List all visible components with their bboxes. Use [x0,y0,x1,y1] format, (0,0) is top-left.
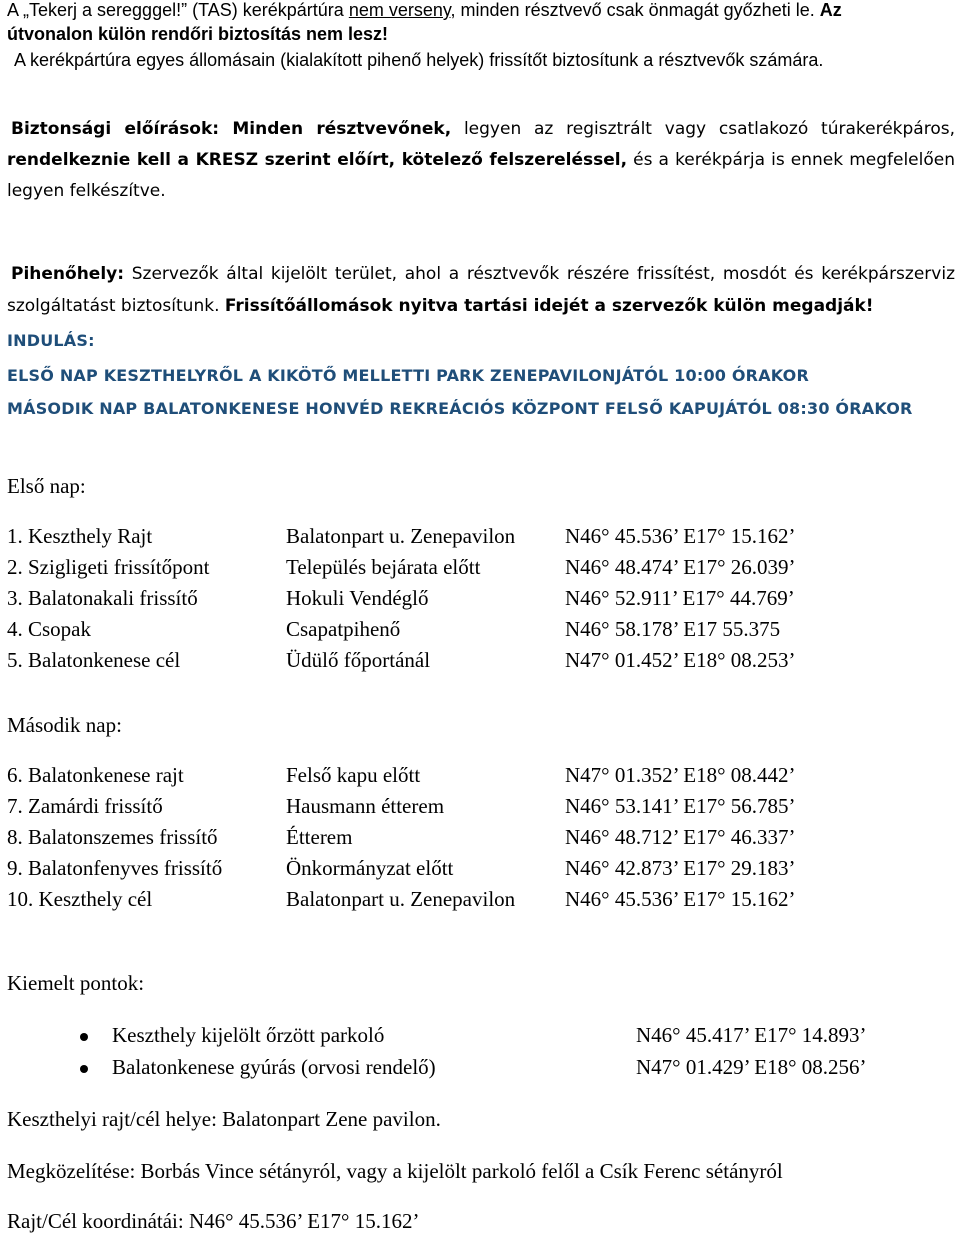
coordinates-line: Rajt/Cél koordinátái: N46° 45.536’ E17° 15.162’ [7,1209,420,1233]
start-heading: INDULÁS: [7,331,95,350]
station-coordinates: N46° 53.141’ E17° 56.785’ [565,794,796,818]
station-location: Étterem [286,825,353,849]
safety-paragraph [7,114,955,207]
start-day-1: ELSŐ NAP KESZTHELYRŐL A KIKÖTŐ MELLETTI PARK ZENEPAVILONJÁTÓL 10:00 ÓRAKOR [7,366,809,385]
station-coordinates: N46° 48.474’ E17° 26.039’ [565,555,796,579]
bullet-icon [80,1033,88,1041]
table-row [7,586,947,614]
station-label: Balatonszemes frissítő [28,825,218,849]
station-cell [7,555,209,580]
rest-bold-1: Pihenőhely: [11,264,125,284]
station-cell [7,763,184,788]
table-row [7,825,947,853]
highlight-name: Balatonkenese gyúrás (orvosi rendelő) [112,1055,436,1079]
station-coordinates: N46° 45.536’ E17° 15.162’ [565,524,796,548]
table-row [7,856,947,884]
highlight-name: Keszthely kijelölt őrzött parkoló [112,1023,385,1047]
station-cell [7,887,152,912]
start-day-2: MÁSODIK NAP BALATONKENESE HONVÉD REKREÁCIÓS KÖZPONT FELSŐ KAPUJÁTÓL 08:30 ÓRAKOR [7,399,913,418]
station-number: 10. [7,887,34,911]
station-cell [7,648,180,673]
station-coordinates: N46° 42.873’ E17° 29.183’ [565,856,796,880]
station-number: 2. [7,555,23,579]
station-label: Keszthely Rajt [28,524,153,548]
station-number: 6. [7,763,23,787]
station-location: Balatonpart u. Zenepavilon [286,524,516,548]
safety-text-2: és a kerékpárja is ennek megfelelően legyen felkészítve. [7,150,955,201]
station-coordinates: N46° 52.911’ E17° 44.769’ [565,586,795,610]
station-location: Település bejárata előtt [286,555,481,579]
day-1-heading: Első nap: [7,474,86,498]
intro-bold: Az [819,0,842,20]
station-location: Hokuli Vendéglő [286,586,429,610]
station-cell [7,825,218,850]
highlights-heading: Kiemelt pontok: [7,971,145,995]
station-number: 4. [7,617,23,641]
station-coordinates: N46° 48.712’ E17° 46.337’ [565,825,796,849]
station-label: Szigligeti frissítőpont [28,555,210,579]
station-coordinates: N47° 01.452’ E18° 08.253’ [565,648,796,672]
table-row [7,763,947,791]
table-row [7,794,947,822]
station-number: 3. [7,586,23,610]
station-coordinates: N46° 58.178’ E17 55.375 [565,617,781,641]
station-cell [7,617,91,642]
station-number: 9. [7,856,23,880]
rest-paragraph [7,258,955,322]
table-row [7,524,947,552]
table-row [7,617,947,645]
station-label: Balatonkenese cél [28,648,181,672]
table-row [7,648,947,676]
station-cell [7,856,222,881]
station-location: Önkormányzat előtt [286,856,454,880]
station-location: Üdülő főportánál [286,648,431,672]
not-race-text: nem verseny [348,0,451,20]
station-number: 1. [7,524,23,548]
station-cell [7,586,198,611]
station-location: Hausmann étterem [286,794,445,818]
station-cell [7,794,163,819]
station-number: 5. [7,648,23,672]
intro-line-3: A kerékpártúra egyes állomásain (kialakított pihenő helyek) frissítőt biztosítunk a résztvevők számára. [14,50,824,70]
table-row [7,555,947,583]
highlight-coord: N46° 45.417’ E17° 14.893’ [636,1023,867,1047]
station-location: Csapatpihenő [286,617,401,641]
safety-bold-2: rendelkeznie kell a KRESZ szerint előírt, kötelező felszereléssel, [7,150,628,170]
station-label: Keszthely cél [38,887,153,911]
bullet-icon [80,1065,88,1073]
highlight-coord: N47° 01.429’ E18° 08.256’ [636,1055,867,1079]
station-label: Balatonakali frissítő [28,586,198,610]
intro-text-cont: , minden résztvevő csak önmagát győzheti le. [450,0,820,20]
station-coordinates: N46° 45.536’ E17° 15.162’ [565,887,796,911]
intro-line-2: útvonalon külön rendőri biztosítás nem lesz! [7,24,389,44]
station-label: Balatonfenyves frissítő [28,856,223,880]
table-row [7,887,947,915]
station-location: Balatonpart u. Zenepavilon [286,887,516,911]
rest-bold-2: Frissítőállomások nyitva tartási idejét a szervezők külön megadják! [224,296,874,316]
safety-bold-1: Biztonsági előírások: Minden résztvevőnek, [11,119,452,139]
start-place-line: Keszthelyi rajt/cél helye: Balatonpart Zene pavilon. [7,1107,441,1131]
intro-text: A „Tekerj a seregggel!” (TAS) kerékpártúra [7,0,349,20]
station-label: Zamárdi frissítő [28,794,163,818]
intro-line-1 [7,0,842,21]
approach-line: Megközelítése: Borbás Vince sétányról, vagy a kijelölt parkoló felől a Csík Ferenc sétányról [7,1159,783,1183]
safety-text-1: legyen az regisztrált vagy csatlakozó túrakerékpáros, [451,119,955,139]
station-coordinates: N47° 01.352’ E18° 08.442’ [565,763,796,787]
station-cell [7,524,152,549]
rest-text-1: Szervezők által kijelölt terület, ahol a résztvevők részére frissítést, mosdót és kerékpárszerviz szolgáltatást biztosítunk. [7,264,955,316]
station-number: 8. [7,825,23,849]
station-label: Balatonkenese rajt [28,763,184,787]
day-2-heading: Második nap: [7,713,122,737]
station-number: 7. [7,794,23,818]
station-label: Csopak [28,617,91,641]
station-location: Felső kapu előtt [286,763,421,787]
